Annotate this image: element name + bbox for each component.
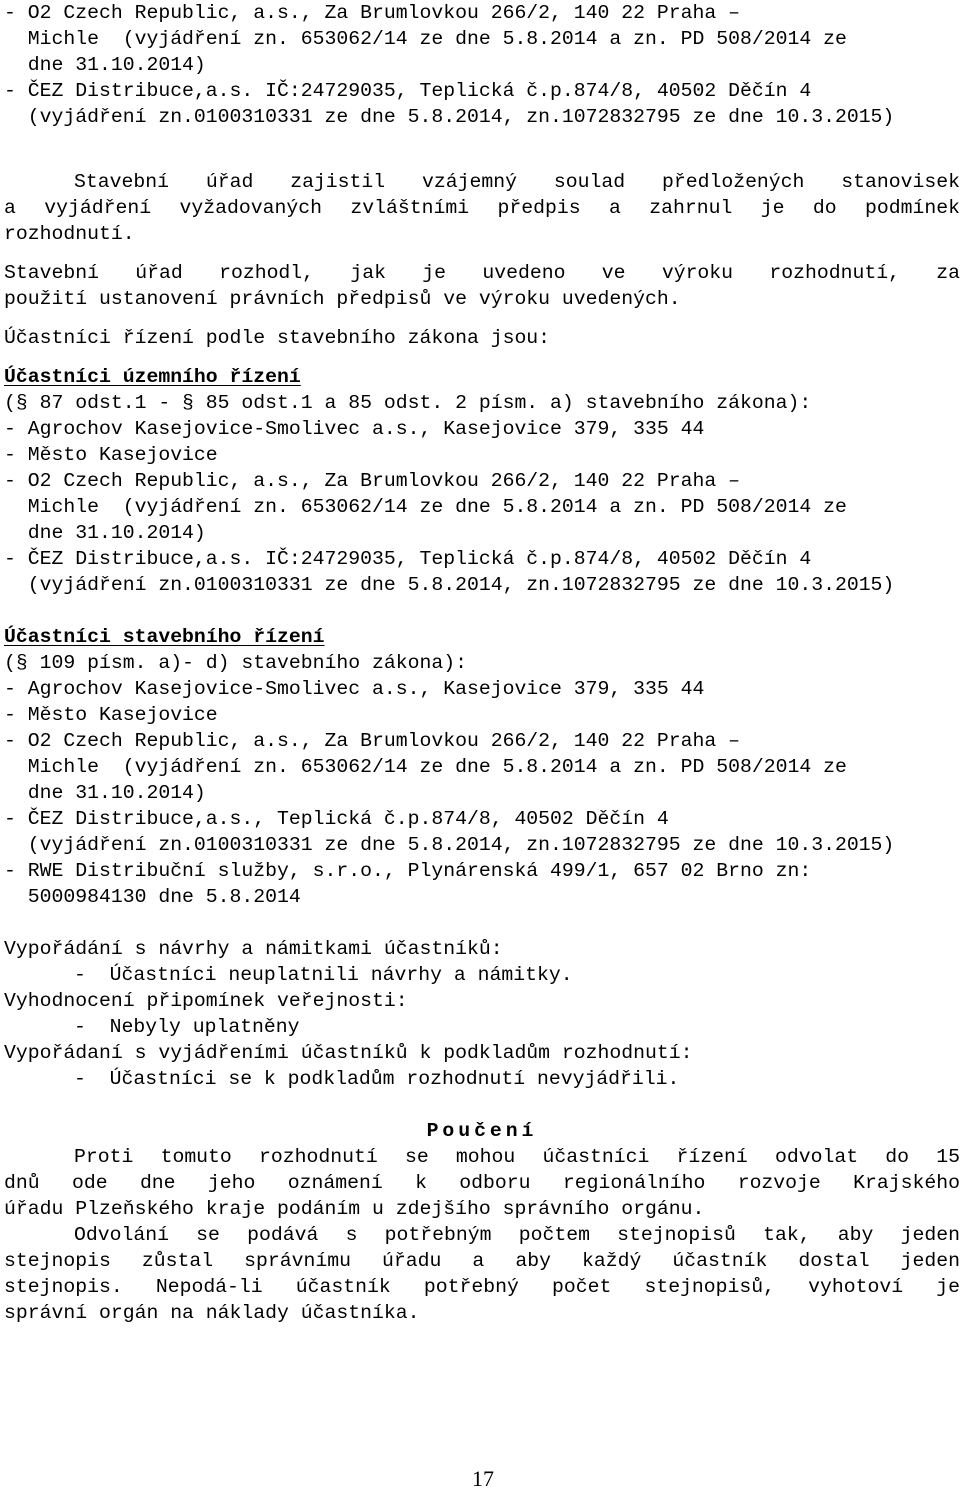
list-item-line: dne 31.10.2014) bbox=[4, 522, 206, 544]
paragraph-line: Odvolání se podává s potřebným počtem stejnopisů tak, aby jeden bbox=[74, 1224, 960, 1246]
list-item: - Město Kasejovice bbox=[4, 444, 218, 466]
list-item-line: - O2 Czech Republic, a.s., Za Brumlovkou 266/2, 140 22 Praha – bbox=[4, 730, 740, 752]
list-item bbox=[4, 468, 960, 546]
spacer bbox=[4, 130, 960, 156]
paragraph-rozhodl bbox=[4, 260, 960, 312]
list-item bbox=[4, 806, 960, 858]
list-item: - Agrochov Kasejovice-Smolivec a.s., Kasejovice 379, 335 44 bbox=[4, 678, 705, 700]
section-stavebni bbox=[4, 624, 960, 910]
list-item-line: - O2 Czech Republic, a.s., Za Brumlovkou 266/2, 140 22 Praha – bbox=[4, 470, 740, 492]
paragraph-line: dnů ode dne jeho oznámení k odboru regionálního rozvoje Krajského bbox=[4, 1172, 960, 1194]
list-item bbox=[4, 78, 960, 130]
section-heading-text: Účastníci stavebního řízení bbox=[4, 626, 325, 648]
paragraph-line: Stavební úřad rozhodl, jak je uvedeno ve výroku rozhodnutí, za bbox=[4, 262, 960, 284]
list-item: - Město Kasejovice bbox=[4, 704, 218, 726]
spacer bbox=[4, 598, 960, 624]
pouceni-paragraph-2 bbox=[4, 1222, 960, 1326]
list-item-line: - ČEZ Distribuce,a.s., Teplická č.p.874/8, 40502 Děčín 4 bbox=[4, 808, 669, 830]
list-item-line: Michle (vyjádření zn. 653062/14 ze dne 5.8.2014 a zn. PD 508/2014 ze bbox=[4, 496, 847, 518]
paragraph-line: stejnopis. Nepodá-li účastník potřebný počet stejnopisů, vyhotoví je bbox=[4, 1276, 960, 1298]
page-number: 17 bbox=[472, 1466, 494, 1491]
list-item bbox=[4, 0, 960, 78]
list-item-line: 5000984130 dne 5.8.2014 bbox=[4, 886, 301, 908]
paragraph-line: Proti tomuto rozhodnutí se mohou účastníci řízení odvolat do 15 bbox=[74, 1146, 960, 1168]
paragraph-soulad bbox=[4, 169, 960, 247]
navrhy-label: Vypořádání s návrhy a námitkami účastníků: bbox=[4, 938, 503, 960]
list-item bbox=[4, 546, 960, 598]
list-item-line: - ČEZ Distribuce,a.s. IČ:24729035, Teplická č.p.874/8, 40502 Děčín 4 bbox=[4, 548, 812, 570]
spacer bbox=[4, 1092, 960, 1105]
spacer bbox=[4, 1105, 960, 1118]
list-item bbox=[4, 858, 960, 910]
vyjadreni-label: Vypořádaní s vyjádřeními účastníků k podkladům rozhodnutí: bbox=[4, 1042, 693, 1064]
paragraph-line: stejnopis zůstal správnímu úřadu a aby každý účastník dostal jeden bbox=[4, 1250, 960, 1272]
pouceni-heading: Poučení bbox=[426, 1120, 538, 1142]
paragraph-line: Stavební úřad zajistil vzájemný soulad předložených stanovisek bbox=[74, 171, 960, 193]
participants-intro: Účastníci řízení podle stavebního zákona jsou: bbox=[4, 327, 551, 349]
section-vyporadani bbox=[4, 936, 960, 1092]
list-item-line: - RWE Distribuční služby, s.r.o., Plynárenská 499/1, 657 02 Brno zn: bbox=[4, 860, 812, 882]
list-item-line: dne 31.10.2014) bbox=[4, 54, 206, 76]
spacer bbox=[4, 910, 960, 936]
section-heading bbox=[4, 364, 960, 390]
paragraph-line: úřadu Plzeňského kraje podáním u zdejšího správního orgánu. bbox=[4, 1198, 705, 1220]
spacer bbox=[4, 351, 960, 364]
list-item-line: dne 31.10.2014) bbox=[4, 782, 206, 804]
list-item-line: Michle (vyjádření zn. 653062/14 ze dne 5.8.2014 a zn. PD 508/2014 ze bbox=[4, 28, 847, 50]
list-item-line: - O2 Czech Republic, a.s., Za Brumlovkou 266/2, 140 22 Praha – bbox=[4, 2, 740, 24]
list-item: - Agrochov Kasejovice-Smolivec a.s., Kasejovice 379, 335 44 bbox=[4, 418, 705, 440]
list-item-line: Michle (vyjádření zn. 653062/14 ze dne 5.8.2014 a zn. PD 508/2014 ze bbox=[4, 756, 847, 778]
paragraph-line: a vyjádření vyžadovaných zvláštními předpis a zahrnul je do podmínek bbox=[4, 197, 960, 219]
spacer bbox=[4, 156, 960, 169]
navrhy-value: - Účastníci neuplatnili návrhy a námitky. bbox=[74, 964, 573, 986]
list-item bbox=[4, 728, 960, 806]
list-item-line: (vyjádření zn.0100310331 ze dne 5.8.2014, zn.1072832795 ze dne 10.3.2015) bbox=[4, 106, 895, 128]
list-item-line: (vyjádření zn.0100310331 ze dne 5.8.2014, zn.1072832795 ze dne 10.3.2015) bbox=[4, 574, 895, 596]
paragraph-line: správní orgán na náklady účastníka. bbox=[4, 1302, 420, 1324]
top-participant-list bbox=[4, 0, 960, 130]
section-heading-text: Účastníci územního řízení bbox=[4, 366, 301, 388]
verejnost-value: - Nebyly uplatněny bbox=[74, 1016, 300, 1038]
paragraph-line: použití ustanovení právních předpisů ve výroku uvedených. bbox=[4, 288, 681, 310]
verejnost-label: Vyhodnocení připomínek veřejnosti: bbox=[4, 990, 408, 1012]
document-page bbox=[4, 0, 960, 1326]
section-uzemni bbox=[4, 364, 960, 598]
list-item-line: - ČEZ Distribuce,a.s. IČ:24729035, Teplická č.p.874/8, 40502 Děčín 4 bbox=[4, 80, 812, 102]
pouceni-paragraph-1 bbox=[4, 1144, 960, 1222]
paragraph-line: rozhodnutí. bbox=[4, 223, 135, 245]
list-item-line: (vyjádření zn.0100310331 ze dne 5.8.2014, zn.1072832795 ze dne 10.3.2015) bbox=[4, 834, 895, 856]
spacer bbox=[4, 312, 960, 325]
spacer bbox=[4, 247, 960, 260]
legal-basis: (§ 109 písm. a)- d) stavebního zákona): bbox=[4, 652, 467, 674]
legal-basis: (§ 87 odst.1 - § 85 odst.1 a 85 odst. 2 písm. a) stavebního zákona): bbox=[4, 392, 812, 414]
section-heading bbox=[4, 624, 960, 650]
vyjadreni-value: - Účastníci se k podkladům rozhodnutí nevyjádřili. bbox=[74, 1068, 680, 1090]
